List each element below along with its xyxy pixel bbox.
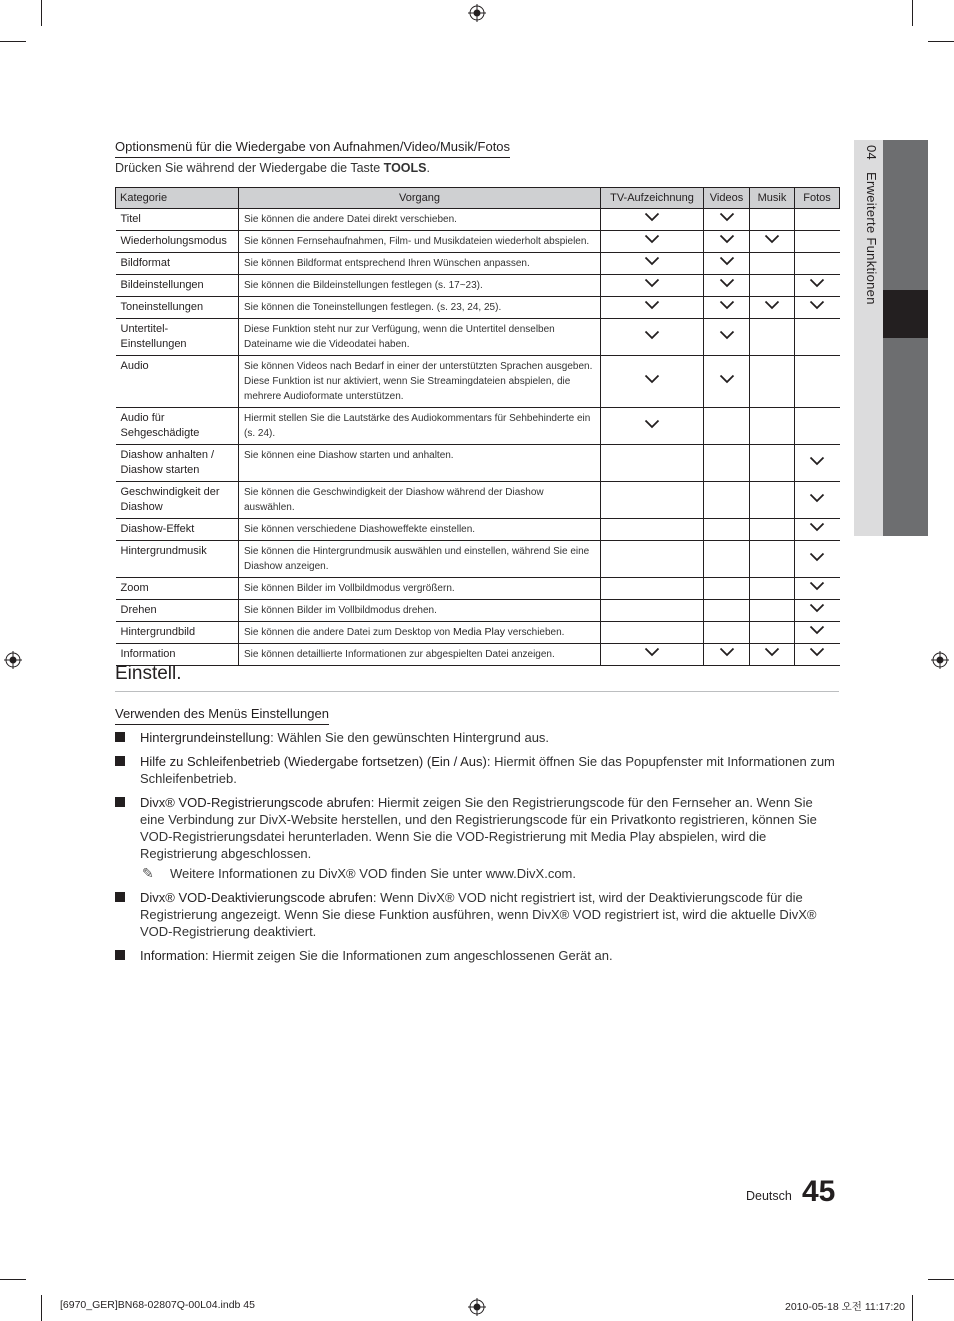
checkmark-icon: [809, 278, 825, 288]
checkmark-icon: [644, 278, 660, 288]
cell-fotos: [795, 275, 840, 297]
row-category: Audio für Sehgeschädigte: [116, 408, 239, 445]
cell-tv: [601, 319, 704, 356]
header-vorgang: Vorgang: [239, 188, 601, 209]
square-bullet-icon: [115, 892, 125, 902]
row-category: Information: [116, 644, 239, 666]
cell-videos: [704, 209, 750, 231]
cell-videos: [704, 482, 750, 519]
list-item: Divx® VOD-Registrierungscode abrufen: Hiermit zeigen Sie den Registrierungscode für den Fernseher an. Wenn Sie eine Verbindung zur DivX-Website herstellen, und den Registrierungscode für ein Privatkonto registrieren, können Sie VOD-Registrierungsdatei herunterladen. Wenn Sie die VOD-Registrierung mit Media Play abspielen, wird die Registrierung abgeschlossen. ✎ Weitere Informationen zu DivX® VOD finden Sie unter www.DivX.com.: [115, 794, 839, 882]
cell-musik: [750, 445, 795, 482]
cell-tv: [601, 578, 704, 600]
cell-fotos: [795, 319, 840, 356]
checkmark-icon: [644, 234, 660, 244]
table-row: [116, 209, 840, 231]
table-row: [116, 445, 840, 482]
row-category: Hintergrundmusik: [116, 541, 239, 578]
row-description: Sie können Bildformat entsprechend Ihren Wünschen anpassen.: [239, 253, 601, 275]
cell-musik: [750, 622, 795, 644]
checkmark-icon: [719, 212, 735, 222]
header-kategorie: Kategorie: [116, 188, 239, 209]
crop-mark: [41, 0, 42, 26]
side-tab-label: [859, 145, 879, 445]
cell-fotos: [795, 297, 840, 319]
row-description: Sie können die Toneinstellungen festlegen. (s. 23, 24, 25).: [239, 297, 601, 319]
cell-videos: [704, 319, 750, 356]
tools-key: TOOLS: [383, 161, 427, 175]
row-category: Diashow-Effekt: [116, 519, 239, 541]
cell-tv: [601, 408, 704, 445]
table-row: [116, 600, 840, 622]
checkmark-icon: [719, 647, 735, 657]
cell-musik: [750, 600, 795, 622]
row-description: Diese Funktion steht nur zur Verfügung, wenn die Untertitel denselben Dateiname wie die Videodatei haben.: [239, 319, 601, 356]
header-fotos: Fotos: [795, 188, 840, 209]
checkmark-icon: [644, 256, 660, 266]
table-row: [116, 482, 840, 519]
cell-videos: [704, 275, 750, 297]
row-description: Sie können die andere Datei direkt verschieben.: [239, 209, 601, 231]
side-tab-block: [883, 338, 928, 536]
square-bullet-icon: [115, 756, 125, 766]
einstell-subheading: Verwenden des Menüs Einstellungen: [115, 706, 329, 725]
cell-musik: [750, 209, 795, 231]
table-row: [116, 408, 840, 445]
row-description: Sie können die andere Datei zum Desktop von Media Play verschieben.: [239, 622, 601, 644]
cell-tv: [601, 519, 704, 541]
cell-musik: [750, 482, 795, 519]
registration-mark-icon: [468, 1298, 486, 1316]
checkmark-icon: [644, 330, 660, 340]
header-videos: Videos: [704, 188, 750, 209]
cell-musik: [750, 319, 795, 356]
row-category: Drehen: [116, 600, 239, 622]
cell-tv: [601, 445, 704, 482]
row-description: Sie können verschiedene Diashoweffekte einstellen.: [239, 519, 601, 541]
cell-videos: [704, 600, 750, 622]
cell-tv: [601, 209, 704, 231]
checkmark-icon: [719, 234, 735, 244]
cell-musik: [750, 519, 795, 541]
cell-musik: [750, 231, 795, 253]
table-row: [116, 578, 840, 600]
crop-mark: [0, 1279, 26, 1280]
row-category: Hintergrundbild: [116, 622, 239, 644]
checkmark-icon: [719, 374, 735, 384]
cell-tv: [601, 356, 704, 408]
cell-tv: [601, 541, 704, 578]
checkmark-icon: [644, 374, 660, 384]
checkmark-icon: [719, 300, 735, 310]
cell-fotos: [795, 541, 840, 578]
cell-fotos: [795, 209, 840, 231]
cell-musik: [750, 356, 795, 408]
page-number: 45: [802, 1175, 836, 1208]
row-category: Untertitel-Einstellungen: [116, 319, 239, 356]
row-description: Sie können eine Diashow starten und anhalten.: [239, 445, 601, 482]
cell-videos: [704, 578, 750, 600]
checkmark-icon: [809, 603, 825, 613]
options-heading: Optionsmenü für die Wiedergabe von Aufnahmen/Video/Musik/Fotos: [115, 139, 510, 158]
row-category: Toneinstellungen: [116, 297, 239, 319]
row-description: Sie können die Geschwindigkeit der Diashow während der Diashow auswählen.: [239, 482, 601, 519]
checkmark-icon: [644, 300, 660, 310]
cell-videos: [704, 541, 750, 578]
checkmark-icon: [809, 300, 825, 310]
row-description: Sie können die Bildeinstellungen festlegen (s. 17~23).: [239, 275, 601, 297]
cell-tv: [601, 231, 704, 253]
row-category: Audio: [116, 356, 239, 408]
registration-mark-icon: [4, 651, 22, 669]
row-description: Sie können Bilder im Vollbildmodus drehen.: [239, 600, 601, 622]
cell-videos: [704, 253, 750, 275]
pencil-note-icon: ✎: [142, 865, 154, 881]
options-table: [115, 187, 840, 666]
list-item: Divx® VOD-Deaktivierungscode abrufen: Wenn DivX® VOD nicht registriert ist, wird der Deaktivierungscode für die Registrierung angezeigt. Wenn Sie diese Funktion ausführen, wenn DivX® VOD registriert ist, wird die aktuelle DivX® VOD-Registrierung deaktiviert.: [115, 889, 839, 940]
side-tab-block: [883, 140, 928, 290]
cell-videos: [704, 297, 750, 319]
checkmark-icon: [809, 647, 825, 657]
header-musik: Musik: [750, 188, 795, 209]
crop-mark: [928, 41, 954, 42]
checkmark-icon: [809, 581, 825, 591]
print-slug-date: 2010-05-18 오전 11:17:20: [785, 1301, 905, 1313]
cell-tv: [601, 275, 704, 297]
row-category: Diashow anhalten / Diashow starten: [116, 445, 239, 482]
checkmark-icon: [764, 647, 780, 657]
row-category: Bildeinstellungen: [116, 275, 239, 297]
cell-fotos: [795, 578, 840, 600]
table-row: [116, 519, 840, 541]
table-row: [116, 541, 840, 578]
cell-fotos: [795, 231, 840, 253]
checkmark-icon: [764, 234, 780, 244]
registration-mark-icon: [468, 4, 486, 22]
list-item: Hintergrundeinstellung: Wählen Sie den gewünschten Hintergrund aus.: [115, 729, 839, 746]
settings-list: [115, 729, 839, 971]
table-row: [116, 231, 840, 253]
cell-musik: [750, 253, 795, 275]
cell-tv: [601, 622, 704, 644]
chapter-title: Erweiterte Funktionen: [864, 171, 879, 305]
list-item: Information: Hiermit zeigen Sie die Informationen zum angeschlossenen Gerät an.: [115, 947, 839, 964]
table-header-row: [116, 188, 840, 209]
cell-fotos: [795, 519, 840, 541]
checkmark-icon: [809, 456, 825, 466]
einstell-title: Einstell.: [115, 663, 839, 692]
checkmark-icon: [644, 212, 660, 222]
cell-videos: [704, 519, 750, 541]
row-category: Bildformat: [116, 253, 239, 275]
crop-mark: [912, 0, 913, 26]
cell-videos: [704, 356, 750, 408]
row-description: Sie können Videos nach Bedarf in einer der unterstützten Sprachen ausgeben. Diese Funktion ist nur aktiviert, wenn Sie Streamingdateien abspielen, die mehrere Audioformate unterstützen.: [239, 356, 601, 408]
table-row: [116, 297, 840, 319]
row-description: Sie können detaillierte Informationen zur abgespielten Datei anzeigen.: [239, 644, 601, 666]
table-row: [116, 622, 840, 644]
checkmark-icon: [719, 256, 735, 266]
chapter-number: 04: [864, 145, 879, 161]
row-category: Titel: [116, 209, 239, 231]
row-category: Zoom: [116, 578, 239, 600]
crop-mark: [912, 1295, 913, 1321]
checkmark-icon: [809, 552, 825, 562]
row-description: Sie können Fernsehaufnahmen, Film- und Musikdateien wiederholt abspielen.: [239, 231, 601, 253]
cell-fotos: [795, 482, 840, 519]
row-description: Sie können Bilder im Vollbildmodus vergrößern.: [239, 578, 601, 600]
cell-musik: [750, 578, 795, 600]
checkmark-icon: [809, 522, 825, 532]
cell-videos: [704, 622, 750, 644]
checkmark-icon: [644, 419, 660, 429]
cell-videos: [704, 408, 750, 445]
list-item: Hilfe zu Schleifenbetrieb (Wiedergabe fortsetzen) (Ein / Aus): Hiermit öffnen Sie das Popupfenster mit Informationen zum Schleifenbetrieb.: [115, 753, 839, 787]
square-bullet-icon: [115, 950, 125, 960]
checkmark-icon: [809, 625, 825, 635]
cell-musik: [750, 275, 795, 297]
square-bullet-icon: [115, 797, 125, 807]
side-tab-active-marker: [883, 290, 928, 338]
header-tv-aufzeichnung: TV-Aufzeichnung: [601, 188, 704, 209]
note: ✎ Weitere Informationen zu DivX® VOD finden Sie unter www.DivX.com.: [142, 865, 576, 881]
cell-tv: [601, 600, 704, 622]
cell-fotos: [795, 622, 840, 644]
table-row: [116, 275, 840, 297]
table-row: [116, 356, 840, 408]
checkmark-icon: [719, 330, 735, 340]
footer-language: Deutsch: [746, 1189, 792, 1203]
table-row: [116, 319, 840, 356]
cell-fotos: [795, 253, 840, 275]
checkmark-icon: [719, 278, 735, 288]
row-category: Wiederholungsmodus: [116, 231, 239, 253]
checkmark-icon: [764, 300, 780, 310]
cell-musik: [750, 297, 795, 319]
checkmark-icon: [644, 647, 660, 657]
row-description: Hiermit stellen Sie die Lautstärke des Audiokommentars für Sehbehinderte ein (s. 24).: [239, 408, 601, 445]
cell-tv: [601, 253, 704, 275]
cell-tv: [601, 297, 704, 319]
print-slug-file: [6970_GER]BN68-02807Q-00L04.indb 45: [60, 1299, 255, 1311]
crop-mark: [41, 1295, 42, 1321]
cell-fotos: [795, 356, 840, 408]
table-row: [116, 253, 840, 275]
crop-mark: [928, 1279, 954, 1280]
cell-musik: [750, 541, 795, 578]
cell-fotos: [795, 600, 840, 622]
options-intro: Drücken Sie während der Wiedergabe die Taste TOOLS.: [115, 161, 430, 175]
cell-tv: [601, 482, 704, 519]
square-bullet-icon: [115, 732, 125, 742]
crop-mark: [0, 41, 26, 42]
cell-fotos: [795, 445, 840, 482]
cell-musik: [750, 408, 795, 445]
row-description: Sie können die Hintergrundmusik auswählen und einstellen, während Sie eine Diashow anzeigen.: [239, 541, 601, 578]
cell-videos: [704, 445, 750, 482]
registration-mark-icon: [931, 651, 949, 669]
cell-fotos: [795, 408, 840, 445]
checkmark-icon: [809, 493, 825, 503]
cell-videos: [704, 231, 750, 253]
row-category: Geschwindigkeit der Diashow: [116, 482, 239, 519]
